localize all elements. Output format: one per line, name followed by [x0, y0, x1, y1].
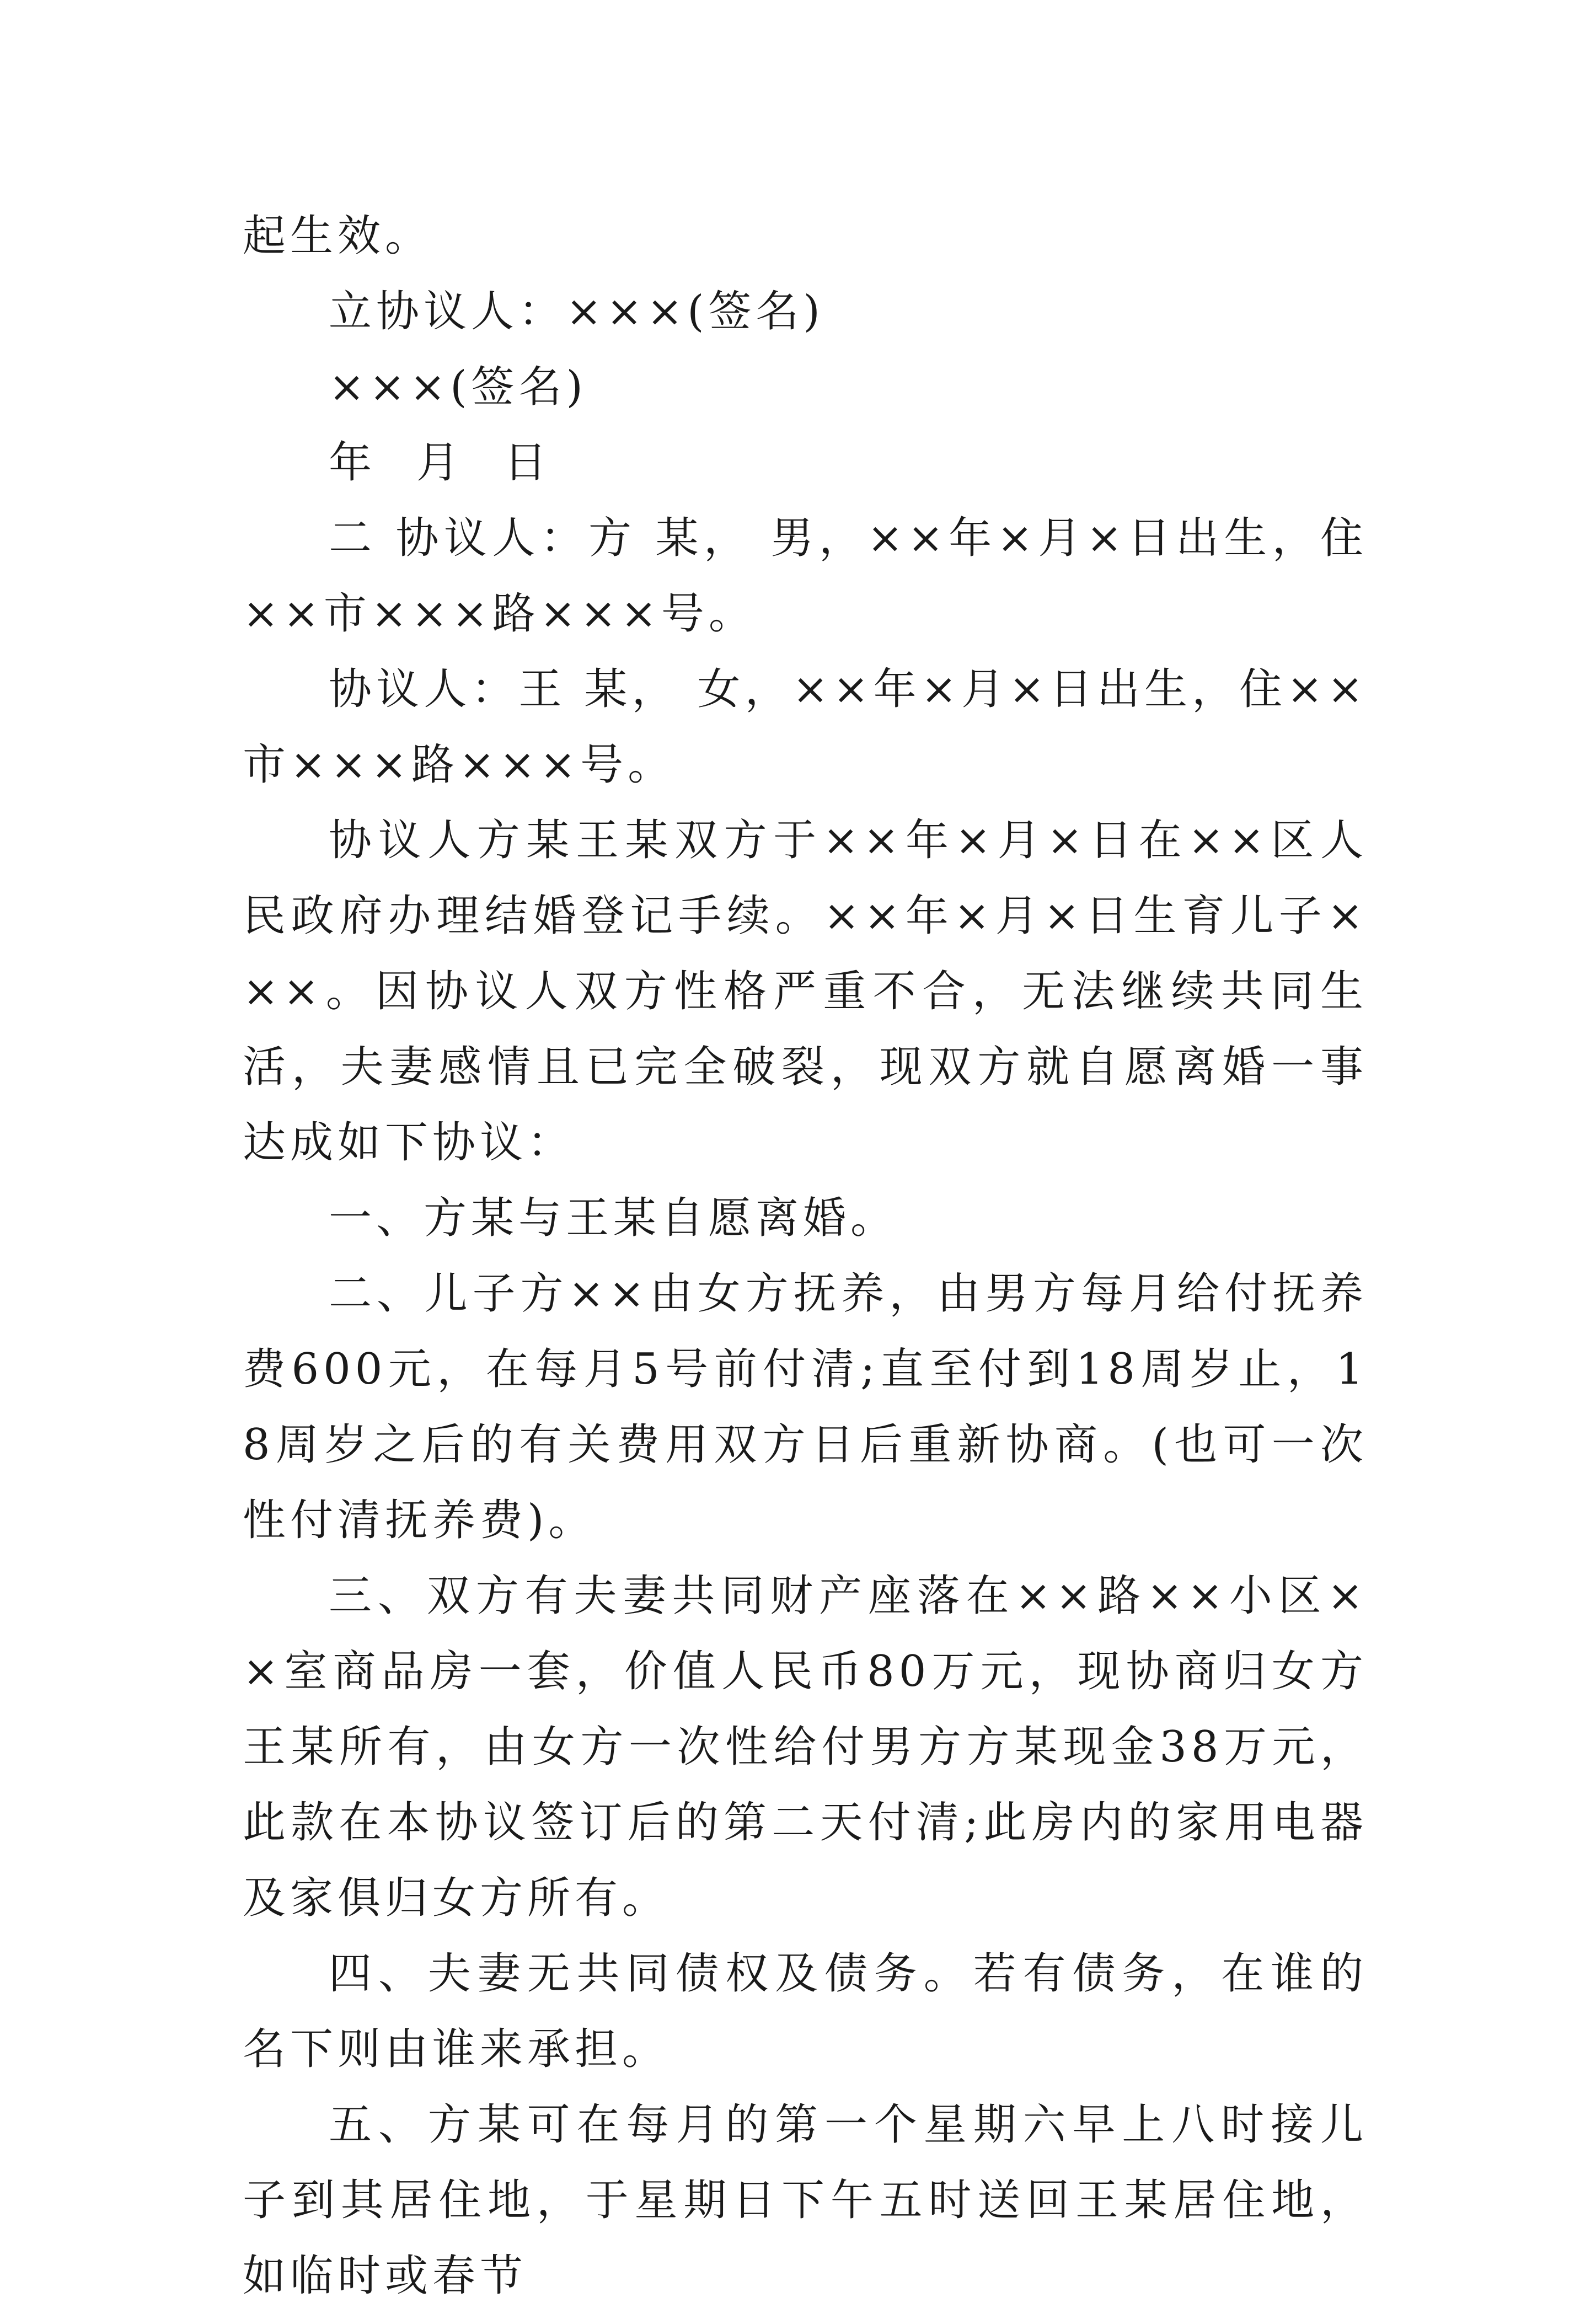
document-body: [243, 199, 1368, 2314]
party-male-info: 二 协议人：方 某， 男，××年×月×日出生，住××市×××路×××号。: [243, 513, 1368, 639]
marriage-background: 协议人方某王某双方于××年×月×日在××区人民政府办理结婚登记手续。××年×月×日生育儿子×××。因协议人双方性格严重不合，无法继续共同生活，夫妻感情且已完全破裂，现双方就自愿离婚一事达成如下协议：: [243, 816, 1368, 1167]
clause-4-debts: 四、夫妻无共同债权及债务。若有债务，在谁的名下则由谁来承担。: [243, 1949, 1368, 2074]
clause-2-child-custody: 二、儿子方××由女方抚养，由男方每月给付抚养费600元，在每月5号前付清;直至付到18周岁止，18周岁之后的有关费用双方日后重新协商。(也可一次性付清抚养费)。: [243, 1269, 1368, 1545]
clause-1-divorce: 一、方某与王某自愿离婚。: [329, 1193, 898, 1243]
clause-3-property: 三、双方有夫妻共同财产座落在××路××小区××室商品房一套，价值人民币80万元，现协商归女方王某所有，由女方一次性给付男方方某现金38万元，此款在本协议签订后的第二天付清;此房内的家用电器及家俱归女方所有。: [243, 1571, 1368, 1923]
date-line: 年 月 日: [329, 438, 551, 488]
paragraph-effective-clause-end: 起生效。: [243, 211, 433, 261]
signatory-line-1: 立协议人：×××(签名): [329, 287, 824, 336]
clause-5-visitation: 五、方某可在每月的第一个星期六早上八时接儿子到其居住地，于星期日下午五时送回王某居住地，如临时或春节: [243, 2100, 1368, 2301]
signatory-line-2: ×××(签名): [329, 362, 587, 412]
party-female-info: 协议人：王 某， 女，××年×月×日出生，住××市×××路×××号。: [243, 665, 1368, 790]
